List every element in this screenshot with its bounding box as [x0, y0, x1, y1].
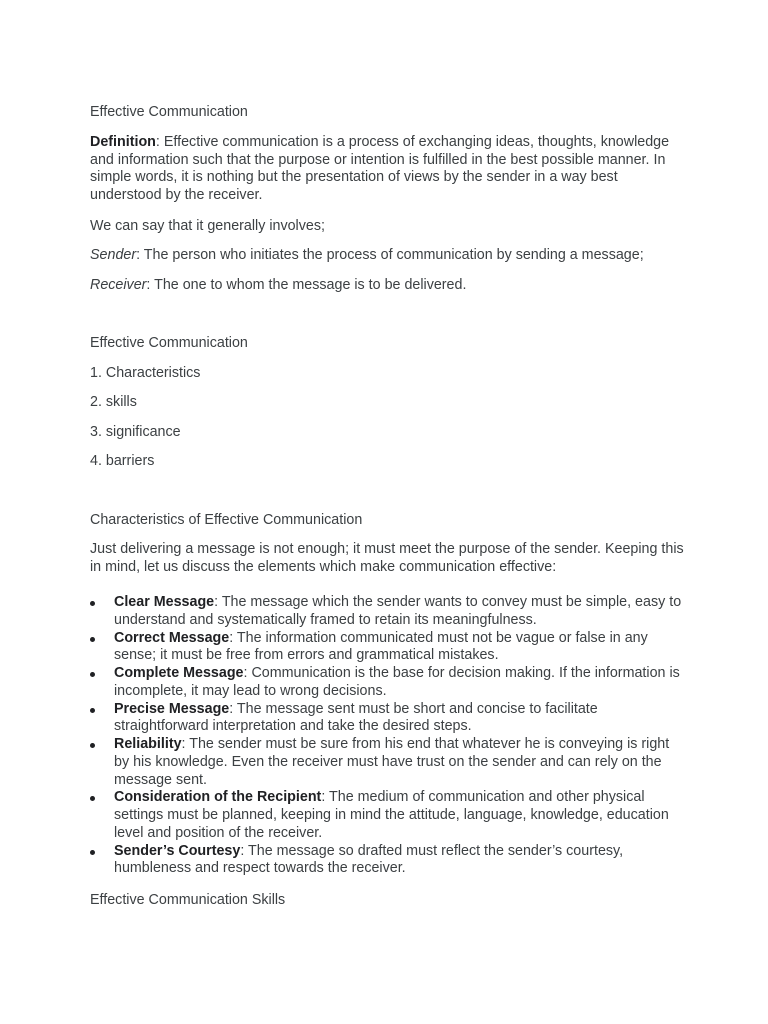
bullet-dot-icon	[90, 672, 95, 677]
bullet-dot-icon	[90, 743, 95, 748]
section2-title: Effective Communication	[90, 335, 248, 351]
bullet-text: : The information communicated must not be vague or false in any sense; it must be free from errors and grammatical mistakes.	[114, 629, 648, 664]
sender-text: : The person who initiates the process of communication by sending a message;	[136, 247, 644, 263]
bullet-term: Precise Message	[114, 700, 230, 717]
section3-title: Characteristics of Effective Communication	[90, 512, 363, 528]
bullet-text: : Communication is the base for decision making. If the information is incomplete, it may lead to wrong decisions.	[114, 665, 680, 699]
list-item: 2. skills	[90, 394, 137, 410]
bullet-text: : The message which the sender wants to convey must be simple, easy to understand and systematically framed to retain its meaningfulness.	[114, 594, 682, 628]
list-item: 1. Characteristics	[90, 365, 201, 381]
bullet-term: Correct Message	[114, 629, 230, 646]
involves-paragraph: We can say that it generally involves;	[90, 218, 325, 234]
bullet-term: Consideration of the Recipient	[114, 789, 322, 806]
characteristics-list	[90, 594, 685, 878]
bullet-item	[90, 594, 685, 629]
section4-title: Effective Communication Skills	[90, 892, 286, 908]
bullet-item	[90, 665, 685, 700]
bullet-term: Sender’s Courtesy	[114, 842, 241, 859]
sender-label: Sender	[90, 247, 137, 263]
bullet-item	[90, 789, 685, 842]
receiver-text: : The one to whom the message is to be delivered.	[146, 277, 467, 293]
section3-intro: Just delivering a message is not enough; it must meet the purpose of the sender. Keeping this in mind, let us discuss the elements which make communication effective:	[90, 541, 684, 575]
definition-text: : Effective communication is a process of exchanging ideas, thoughts, knowledge and information such that the purpose or intention is fulfilled in the best possible manner. In simple words, it is nothing but the presentation of views by the sender in a way best understood by the receiver.	[90, 134, 670, 203]
bullet-item	[90, 843, 685, 878]
bullet-term: Clear Message	[114, 594, 215, 610]
bullet-dot-icon	[90, 850, 95, 855]
bullet-dot-icon	[90, 708, 95, 713]
receiver-label: Receiver	[90, 277, 147, 293]
definition-paragraph	[90, 134, 690, 204]
receiver-paragraph	[90, 277, 690, 295]
bullet-term: Reliability	[114, 736, 182, 753]
list-item: 4. barriers	[90, 453, 155, 469]
bullet-text: : The message so drafted must reflect the sender’s courtesy, humbleness and respect towards the receiver.	[114, 842, 624, 877]
bullet-text: : The message sent must be short and concise to facilitate straightforward interpretation and take the desired steps.	[114, 700, 598, 735]
doc-title: Effective Communication	[90, 104, 248, 120]
bullet-item	[90, 701, 685, 736]
bullet-item	[90, 630, 685, 665]
bullet-term: Complete Message	[114, 665, 244, 682]
definition-label: Definition	[90, 134, 156, 150]
bullet-dot-icon	[90, 796, 95, 801]
list-item: 3. significance	[90, 424, 181, 440]
bullet-text: : The medium of communication and other physical settings must be planned, keeping in mind the attitude, language, knowledge, education level and position of the receiver.	[114, 789, 669, 841]
bullet-text: : The sender must be sure from his end that whatever he is conveying is right by his knowledge. Even the receiver must have trust on the sender and can rely on the message sent.	[114, 736, 670, 788]
bullet-dot-icon	[90, 637, 95, 642]
bullet-item	[90, 736, 685, 789]
sender-paragraph	[90, 247, 690, 265]
bullet-dot-icon	[90, 601, 95, 606]
